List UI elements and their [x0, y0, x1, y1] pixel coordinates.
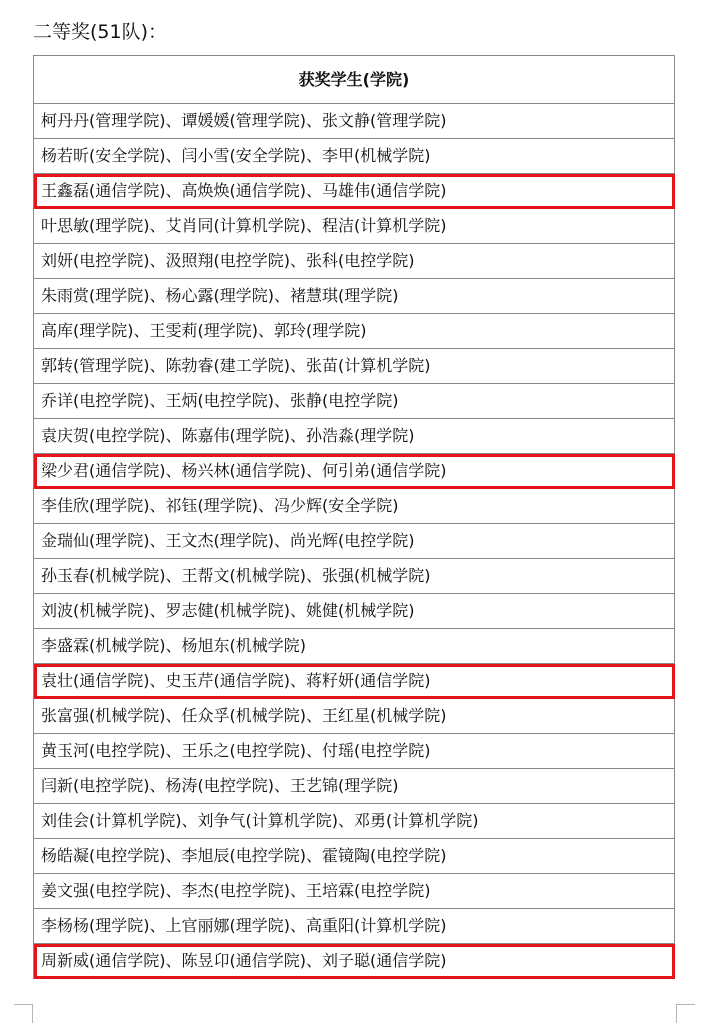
- table-row: [34, 384, 675, 419]
- team-cell: 袁庆贺(电控学院)、陈嘉伟(理学院)、孙浩淼(理学院): [34, 419, 675, 454]
- team-cell: 郭转(管理学院)、陈勃睿(建工学院)、张苗(计算机学院): [34, 349, 675, 384]
- table-row: [34, 454, 675, 489]
- table-row: [34, 944, 675, 979]
- table-row: [34, 244, 675, 279]
- table-row: [34, 174, 675, 209]
- team-cell: 高库(理学院)、王雯莉(理学院)、郭玲(理学院): [34, 314, 675, 349]
- team-cell: 刘波(机械学院)、罗志健(机械学院)、姚健(机械学院): [34, 594, 675, 629]
- table-row: [34, 104, 675, 139]
- team-cell: 柯丹丹(管理学院)、谭媛媛(管理学院)、张文静(管理学院): [34, 104, 675, 139]
- table-row: [34, 139, 675, 174]
- table-row: [34, 594, 675, 629]
- page-corner-mark-right: [676, 1004, 695, 1023]
- team-cell: 闫新(电控学院)、杨涛(电控学院)、王艺锦(理学院): [34, 769, 675, 804]
- team-cell: 李盛霖(机械学院)、杨旭东(机械学院): [34, 629, 675, 664]
- table-row: [34, 524, 675, 559]
- table-row: [34, 734, 675, 769]
- table-header-row: [34, 56, 675, 104]
- team-cell: 朱雨赏(理学院)、杨心露(理学院)、褚慧琪(理学院): [34, 279, 675, 314]
- team-cell: 杨皓凝(电控学院)、李旭辰(电控学院)、霍镜陶(电控学院): [34, 839, 675, 874]
- team-cell: 叶思敏(理学院)、艾肖同(计算机学院)、程洁(计算机学院): [34, 209, 675, 244]
- team-cell: 黄玉河(电控学院)、王乐之(电控学院)、付瑶(电控学院): [34, 734, 675, 769]
- highlighted-team-cell: 梁少君(通信学院)、杨兴林(通信学院)、何引弟(通信学院): [34, 454, 675, 489]
- table-body: [34, 104, 675, 979]
- team-cell: 乔详(电控学院)、王炳(电控学院)、张静(电控学院): [34, 384, 675, 419]
- team-cell: 李佳欣(理学院)、祁钰(理学院)、冯少辉(安全学院): [34, 489, 675, 524]
- table-row: [34, 909, 675, 944]
- team-cell: 姜文强(电控学院)、李杰(电控学院)、王培霖(电控学院): [34, 874, 675, 909]
- highlighted-team-cell: 袁壮(通信学院)、史玉芹(通信学院)、蒋籽妍(通信学院): [34, 664, 675, 699]
- table-row: [34, 664, 675, 699]
- table-row: [34, 419, 675, 454]
- table-row: [34, 349, 675, 384]
- table-row: [34, 279, 675, 314]
- table-row: [34, 489, 675, 524]
- table-row: [34, 629, 675, 664]
- team-cell: 张富强(机械学院)、任众孚(机械学院)、王红星(机械学院): [34, 699, 675, 734]
- team-cell: 刘佳会(计算机学院)、刘争气(计算机学院)、邓勇(计算机学院): [34, 804, 675, 839]
- table-row: [34, 874, 675, 909]
- table-row: [34, 559, 675, 594]
- table-row: [34, 209, 675, 244]
- table-row: [34, 839, 675, 874]
- highlighted-team-cell: 周新威(通信学院)、陈昱卬(通信学院)、刘子聪(通信学院): [34, 944, 675, 979]
- table-row: [34, 314, 675, 349]
- page-corner-mark-left: [14, 1004, 33, 1023]
- table-row: [34, 699, 675, 734]
- team-cell: 金瑞仙(理学院)、王文杰(理学院)、尚光辉(电控学院): [34, 524, 675, 559]
- team-cell: 杨若昕(安全学院)、闫小雪(安全学院)、李甲(机械学院): [34, 139, 675, 174]
- team-cell: 刘妍(电控学院)、汲照翔(电控学院)、张科(电控学院): [34, 244, 675, 279]
- team-cell: 李杨杨(理学院)、上官丽娜(理学院)、高重阳(计算机学院): [34, 909, 675, 944]
- table-column-header: 获奖学生(学院): [34, 56, 675, 104]
- team-cell: 孙玉春(机械学院)、王帮文(机械学院)、张强(机械学院): [34, 559, 675, 594]
- award-table: [33, 55, 675, 979]
- table-row: [34, 769, 675, 804]
- table-row: [34, 804, 675, 839]
- highlighted-team-cell: 王鑫磊(通信学院)、高焕焕(通信学院)、马雄伟(通信学院): [34, 174, 675, 209]
- section-heading: 二等奖(51队)：: [33, 21, 168, 43]
